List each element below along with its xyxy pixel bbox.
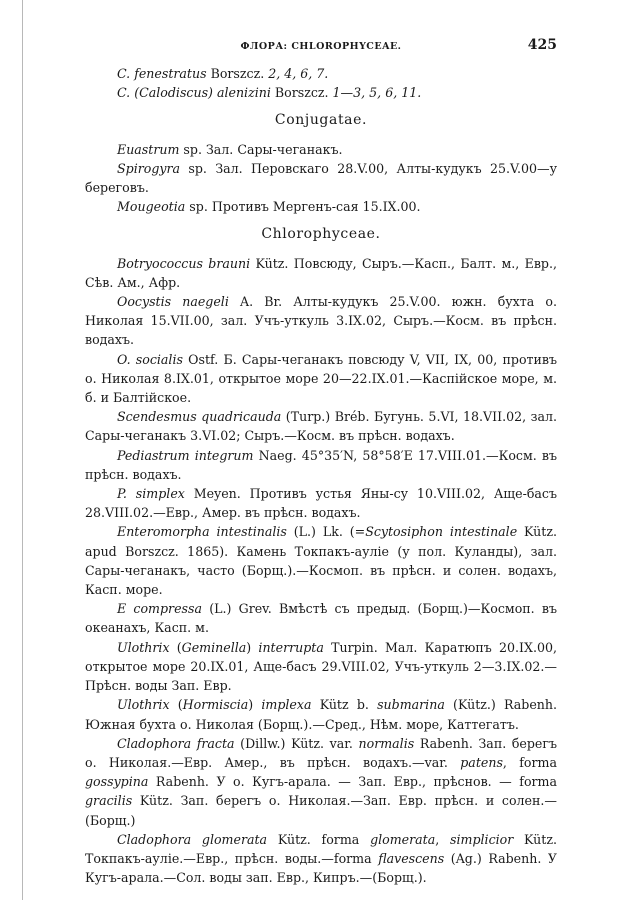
text-run: Turpin. Мал. Каратюпъ 20.IX.00, открытое море 20.IX.01, Аще-басъ 29.VIII.02, Учъ-уткуль 2—3.IX.02.—Прѣсн. воды Зап. Евр. — [85, 639, 557, 694]
text-run: (Kütz.) Rabenh. Южная бухта о. Николая (Борщ.).—Сред., Нѣм. море, Каттегатъ. — [85, 697, 558, 732]
text-run: ) — [246, 639, 259, 655]
text-run: Conjugatae. — [274, 112, 368, 129]
text-run: ) — [248, 697, 262, 713]
italic-text: C. fenestratus — [117, 66, 207, 81]
species-entry — [85, 446, 557, 484]
text-run: sp. Зал. Сары-чеганакъ. — [179, 141, 343, 157]
text-run: Naeg. 45°35′N, 58°58′E 17.VIII.01.—Косм. въ прѣсн. водахъ. — [85, 447, 557, 482]
italic-text: Spirogyra — [117, 160, 181, 176]
species-entry — [85, 599, 557, 637]
species-entry — [85, 350, 557, 408]
italic-text: 1—3, 5, 6, 11. — [332, 85, 422, 101]
species-entry — [85, 407, 557, 445]
italic-text: Cladophora fracta — [117, 735, 235, 751]
text-run: Kütz. Токпакъ-ауліе.—Евр., прѣсн. воды.—forma — [85, 831, 557, 866]
italic-text: 2, 4, 6, 7. — [268, 66, 329, 81]
italic-text: Geminella — [181, 639, 247, 655]
section-heading — [85, 111, 557, 130]
italic-text: glomerata — [370, 831, 436, 847]
species-entry — [85, 140, 557, 159]
species-entry — [85, 64, 557, 83]
species-entry — [85, 522, 557, 599]
text-run: Kütz. Зап. берегъ о. Николая.—Зап. Евр. прѣсн. и солен.—(Борщ.) — [85, 793, 557, 828]
species-entry — [85, 83, 557, 102]
text-run: (L.) Lk. (= — [286, 524, 366, 540]
italic-text: Oocystis naegeli — [117, 294, 229, 310]
text-run: Borszcz. — [270, 85, 333, 101]
italic-text: patens — [460, 754, 503, 770]
italic-text: submarina — [377, 697, 445, 713]
text-run: (L.) Grev. Вмѣстѣ съ предыд. (Борщ.)—Космоп. въ океанахъ, Касп. м. — [85, 601, 558, 636]
italic-text: O. socialis — [117, 351, 183, 367]
italic-text: Euastrum — [117, 141, 180, 157]
italic-text: Pediastrum integrum — [117, 447, 254, 463]
section-heading — [85, 225, 557, 244]
italic-text: gossypina — [85, 774, 149, 790]
italic-text: interrupta — [258, 639, 324, 655]
italic-text: gracilis — [85, 793, 133, 809]
species-entry — [85, 830, 557, 888]
italic-text: C. (Calodiscus) alenizini — [117, 85, 271, 101]
page-header — [85, 37, 557, 55]
italic-text: Ulothrix — [117, 639, 170, 655]
text-run: Kütz b. — [311, 697, 378, 713]
italic-text: Mougeotia — [117, 199, 186, 215]
text-run: Rabenh. У о. Кугъ-арала. — Зап. Евр., прѣснов. — forma — [148, 774, 557, 790]
italic-text: Hormiscia — [182, 697, 249, 713]
body-text — [85, 64, 557, 887]
running-title: ФЛОРА: CHLOROPHYCEAE. — [240, 41, 402, 52]
italic-text: flavescens — [378, 850, 445, 866]
italic-text: E compressa — [117, 601, 202, 617]
text-run: Rabenh. Зап. берегъ о. Николая.—Евр. Амер., въ прѣсн. водахъ.—var. — [85, 735, 557, 770]
text-run: ( — [169, 639, 182, 655]
text-run: Chlorophyceae. — [261, 226, 381, 243]
italic-text: Botryococcus brauni — [117, 255, 251, 271]
text-run: sp. Противъ Мергенъ-сая 15.IX.00. — [185, 199, 421, 215]
text-run: , — [435, 831, 451, 847]
species-entry — [85, 254, 557, 292]
text-run: Meyen. Противъ устья Яны-су 10.VIII.02, Аще-басъ 28.VIII.02.—Евр., Амер. въ прѣсн. водахъ. — [85, 486, 557, 521]
italic-text: Cladophora glomerata — [117, 831, 268, 847]
species-entry — [85, 484, 557, 522]
species-entry — [85, 292, 557, 350]
italic-text: Enteromorpha intestinalis — [117, 524, 287, 540]
text-run: Borszcz. — [206, 66, 269, 81]
text-run: (Turp.) Bréb. Бугунь. 5.VI, 18.VII.02, зал. Сары-чеганакъ 3.VI.02; Сыръ.—Косм. въ прѣсн. водахъ. — [85, 409, 558, 444]
text-run: Kütz. forma — [267, 831, 371, 847]
text-run: A. Br. Алты-кудукъ 25.V.00. южн. бухта о. Николая 15.VII.00, зал. Учъ-уткуль 3.IX.02, Сыръ.—Косм. въ прѣсн. водахъ. — [85, 294, 557, 348]
italic-text: Ulothrix — [117, 697, 170, 713]
page-number: 425 — [527, 37, 557, 53]
italic-text: Scendesmus quadricauda — [117, 409, 282, 425]
text-run: ( — [169, 697, 183, 713]
text-run: Kütz. Повсюду, Сыръ.—Касп., Балт. м., Евр., Сѣв. Ам., Афр. — [85, 255, 557, 290]
italic-text: Scytosiphon intestinale — [365, 524, 518, 540]
page-edge-line — [22, 0, 23, 900]
text-run: sp. Зал. Перовскаго 28.V.00, Алты-кудукъ 25.V.00—у береговъ. — [85, 160, 557, 196]
species-entry — [85, 734, 557, 830]
species-entry — [85, 638, 557, 696]
species-entry — [85, 159, 557, 197]
text-run: (Dillw.) Kütz. var. — [234, 735, 359, 751]
text-run: Kütz. apud Borszcz. 1865). Камень Токпакъ-ауліе (у пол. Куланды), зал. Сары-чеганакъ, часто (Борщ.).—Космоп. въ прѣсн. и солен. водахъ, Касп. море. — [85, 524, 557, 598]
text-run: (Ag.) Rabenh. У Кугъ-арала.—Сол. воды зап. Евр., Кипръ.—(Борщ.). — [85, 850, 557, 886]
italic-text: P. simplex — [117, 486, 185, 502]
species-entry — [85, 197, 557, 216]
text-run: , forma — [502, 754, 557, 770]
italic-text: implexa — [261, 697, 312, 713]
text-run: Ostf. Б. Сары-чеганакъ повсюду V, VII, IX, 00, противъ о. Николая 8.IX.01, открытое море 20—22.IX.01.—Каспійское море, м. б. и Балтійское. — [85, 351, 558, 406]
species-entry — [85, 695, 557, 733]
italic-text: normalis — [358, 735, 415, 751]
italic-text: simplicior — [450, 831, 514, 847]
